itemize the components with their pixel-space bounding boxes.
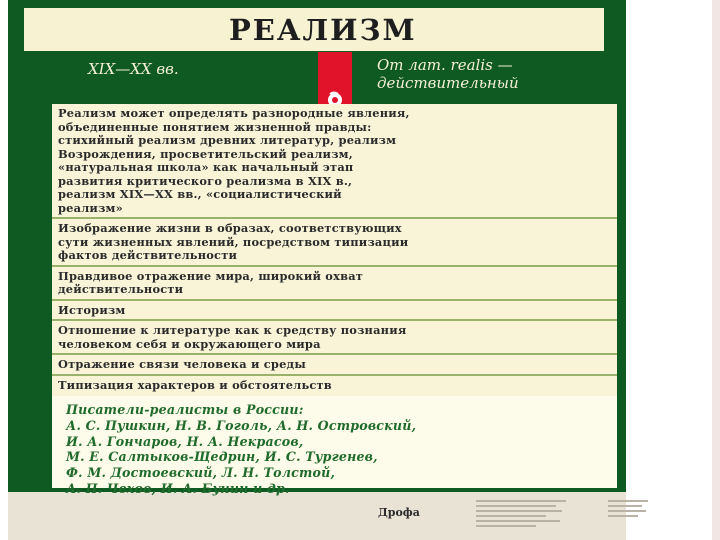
feature-divider [52,353,617,355]
feature-line: объединенные понятием жизненной правды: [58,119,372,134]
feature-row [52,270,617,297]
etymology-line: От лат. realis — [377,56,513,74]
etymology [377,56,519,92]
feature-line: Правдивое отражение мира, широкий охват [58,268,364,283]
feature-line: стихийный реализм древних литератур, реализм [58,133,397,147]
page-title: РЕАЛИЗМ [229,12,417,47]
feature-line: Отношение к литературе как к средству познания [58,323,407,337]
feature-divider [52,319,617,321]
features-panel [52,104,617,396]
writers-line: И. А. Гончаров, Н. А. Некрасов, [66,433,304,449]
slide-edge [712,0,720,540]
writers-line: М. Е. Салтыков-Щедрин, И. С. Тургенев, [66,449,378,465]
feature-line: действительности [58,282,184,296]
feature-line: Историзм [58,302,126,317]
etymology-line: действительный [377,74,519,92]
publisher-name: Дрофа [378,506,420,519]
feature-line: Отражение связи человека и среды [58,357,306,371]
writers-text [66,402,416,497]
feature-divider [52,217,617,219]
feature-divider [52,299,617,301]
feature-divider [52,374,617,376]
feature-divider [52,265,617,267]
writers-line: А. С. Пушкин, Н. В. Гоголь, А. Н. Островский, [66,417,417,433]
feature-row [52,107,617,215]
feature-line: развития критического реализма в XIX в., [58,173,353,188]
feature-line: реализм» [58,200,123,215]
feature-row [52,304,617,318]
feature-line: фактов действительности [58,248,238,262]
feature-line: Возрождения, просветительский реализм, [58,146,353,161]
feature-row [52,379,617,393]
feature-row [52,324,617,351]
era-label: XIX—XX вв. [88,60,179,78]
feature-line: реализм XIX—XX вв., «социалистический [58,187,342,201]
feature-line: Типизация характеров и обстоятельств [58,377,332,392]
feature-line: «натуральная школа» как начальный этап [58,160,354,174]
title-box [24,8,604,51]
credits-block-right [608,500,648,520]
writers-line: А. П. Чехов, И. А. Бунин и др. [66,480,290,496]
credits-block [476,500,566,530]
writers-line: Ф. М. Достоевский, Л. Н. Толстой, [66,465,336,481]
feature-row [52,358,617,372]
feature-line: сути жизненных явлений, посредством типизации [58,234,409,249]
writers-panel [52,396,617,496]
feature-line: человеком себя и окружающего мира [58,336,321,351]
era-strip [8,52,626,94]
feature-line: Изображение жизни в образах, соответствующих [58,221,402,235]
writers-heading: Писатели-реалисты в России: [66,402,304,417]
feature-line: Реализм может определять разнородные явления, [58,106,410,120]
feature-row [52,222,617,263]
